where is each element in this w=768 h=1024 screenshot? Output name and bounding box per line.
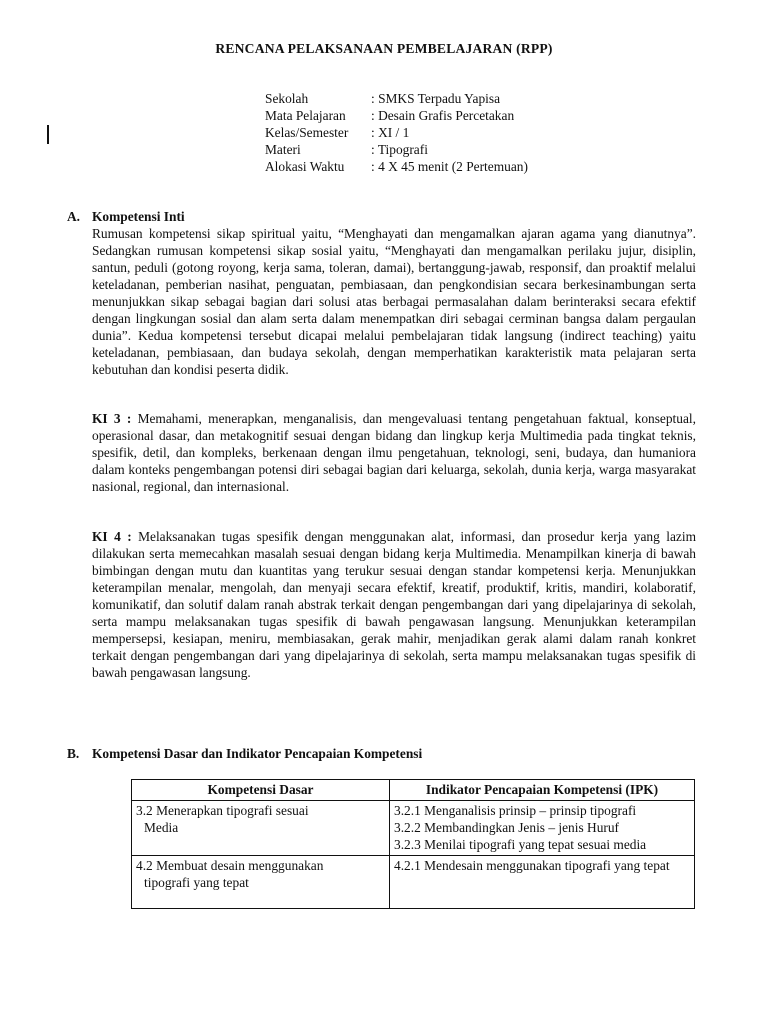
ipk-item: 3.2.1 Menganalisis prinsip – prinsip tipografi	[394, 803, 637, 818]
ki4-label: KI 4 :	[92, 529, 132, 544]
ki4-paragraph	[92, 528, 696, 681]
ipk-item: 4.2.1 Mendesain menggunakan tipografi yang tepat	[394, 858, 670, 873]
table-header-ipk: Indikator Pencapaian Kompetensi (IPK)	[390, 780, 695, 801]
info-row-mata-pelajaran	[265, 107, 528, 124]
kd-text: Media	[144, 820, 179, 835]
ki3-paragraph	[92, 410, 696, 495]
text-cursor	[47, 125, 49, 144]
section-b-letter: B.	[67, 746, 80, 761]
info-value: : XI / 1	[371, 125, 410, 140]
table-row	[132, 801, 695, 856]
info-table	[265, 90, 528, 175]
section-a-heading	[67, 208, 696, 225]
info-label: Materi	[265, 142, 301, 157]
info-label: Alokasi Waktu	[265, 159, 345, 174]
info-row-sekolah	[265, 90, 528, 107]
ki3-label: KI 3 :	[92, 411, 132, 426]
section-a-title: Kompetensi Inti	[92, 209, 185, 224]
info-row-alokasi-waktu	[265, 158, 528, 175]
table-header-kd: Kompetensi Dasar	[132, 780, 390, 801]
info-value: : 4 X 45 menit (2 Pertemuan)	[371, 159, 528, 174]
info-value: : SMKS Terpadu Yapisa	[371, 91, 501, 106]
kd-text: tipografi yang tepat	[144, 875, 249, 890]
ki3-text: Memahami, menerapkan, menganalisis, dan mengevaluasi tentang pengetahuan faktual, konseptual, operasional dasar, dan metakognitif sesuai dengan bidang dan lingkup kerja Multimedia pada tingkat teknis, spesifik, detil, dan kompleks, berkenaan dengan ilmu pengetahuan, teknologi, seni, budaya, dan humaniora dalam konteks pengembangan potensi diri sebagai bagian dari keluarga, sekolah, dunia kerja, warga masyarakat nasional, regional, dan internasional.	[92, 411, 696, 494]
kd-text: 3.2 Menerapkan tipografi sesuai	[136, 803, 309, 818]
info-label: Kelas/Semester	[265, 125, 349, 140]
section-b-title: Kompetensi Dasar dan Indikator Pencapaian Kompetensi	[92, 746, 423, 761]
section-a-letter: A.	[67, 209, 81, 224]
kd-cell	[132, 801, 390, 856]
ipk-cell	[390, 801, 695, 856]
kompetensi-inti-intro: Rumusan kompetensi sikap spiritual yaitu, “Menghayati dan mengamalkan ajaran agama yang dianutnya”. Sedangkan rumusan kompetensi sikap sosial yaitu, “Menghayati dan mengamalkan perilaku jujur, disiplin, santun, peduli (gotong royong, kerja sama, toleran, damai), bertanggung-jawab, responsif, dan proaktif melalui keteladanan, pemberian nasihat, penguatan, pembiasaan, dan pengkondisian secara berkesinambungan serta menunjukkan sikap sebagai bagian dari solusi atas berbagai permasalahan dalam berinteraksi secara efektif dengan lingkungan sosial dan alam serta dalam menempatkan diri sebagai cerminan bangsa dalam pergaulan dunia”. Kedua kompetensi tersebut dicapai melalui pembelajaran tidak langsung (indirect teaching) yaitu keteladanan, pembiasaan, dan budaya sekolah, dengan memperhatikan karakteristik mata pelajaran serta kebutuhan dan kondisi peserta didik.	[92, 226, 696, 377]
table-row	[132, 856, 695, 909]
kd-text: 4.2 Membuat desain menggunakan	[136, 858, 324, 873]
ipk-item: 3.2.2 Membandingkan Jenis – jenis Huruf	[394, 820, 620, 835]
info-value: : Desain Grafis Percetakan	[371, 108, 515, 123]
info-label: Sekolah	[265, 91, 309, 106]
info-value: : Tipografi	[371, 142, 428, 157]
section-b-heading	[67, 745, 696, 762]
ipk-item: 3.2.3 Menilai tipografi yang tepat sesuai media	[394, 837, 647, 852]
document-title: RENCANA PELAKSANAAN PEMBELAJARAN (RPP)	[215, 41, 553, 56]
info-row-kelas-semester	[265, 124, 528, 141]
table-header-row	[132, 780, 695, 801]
kd-ipk-table	[131, 779, 695, 909]
ki4-text: Melaksanakan tugas spesifik dengan menggunakan alat, informasi, dan prosedur kerja yang lazim dilakukan serta memecahkan masalah sesuai dengan bidang kerja Multimedia. Menampilkan kinerja di bawah bimbingan dengan mutu dan kuantitas yang terukur sesuai dengan standar kompetensi kerja. Menunjukkan keterampilan menalar, mengolah, dan menyaji secara efektif, kreatif, produktif, kritis, mandiri, kolaboratif, komunikatif, dan solutif dalam ranah abstrak terkait dengan pengembangan dari yang dipelajarinya di sekolah, serta mampu melaksanakan tugas spesifik di bawah pengawasan langsung. Menunjukkan keterampilan mempersepsi, kesiapan, meniru, membiasakan, gerak mahir, menjadikan gerak alami dalam ranah konkret terkait dengan pengembangan dari yang dipelajarinya di sekolah, serta mampu melaksanakan tugas spesifik di bawah pengawasan langsung.	[92, 529, 696, 680]
info-row-materi	[265, 141, 528, 158]
kd-cell	[132, 856, 390, 909]
ipk-cell	[390, 856, 695, 909]
info-label: Mata Pelajaran	[265, 108, 346, 123]
